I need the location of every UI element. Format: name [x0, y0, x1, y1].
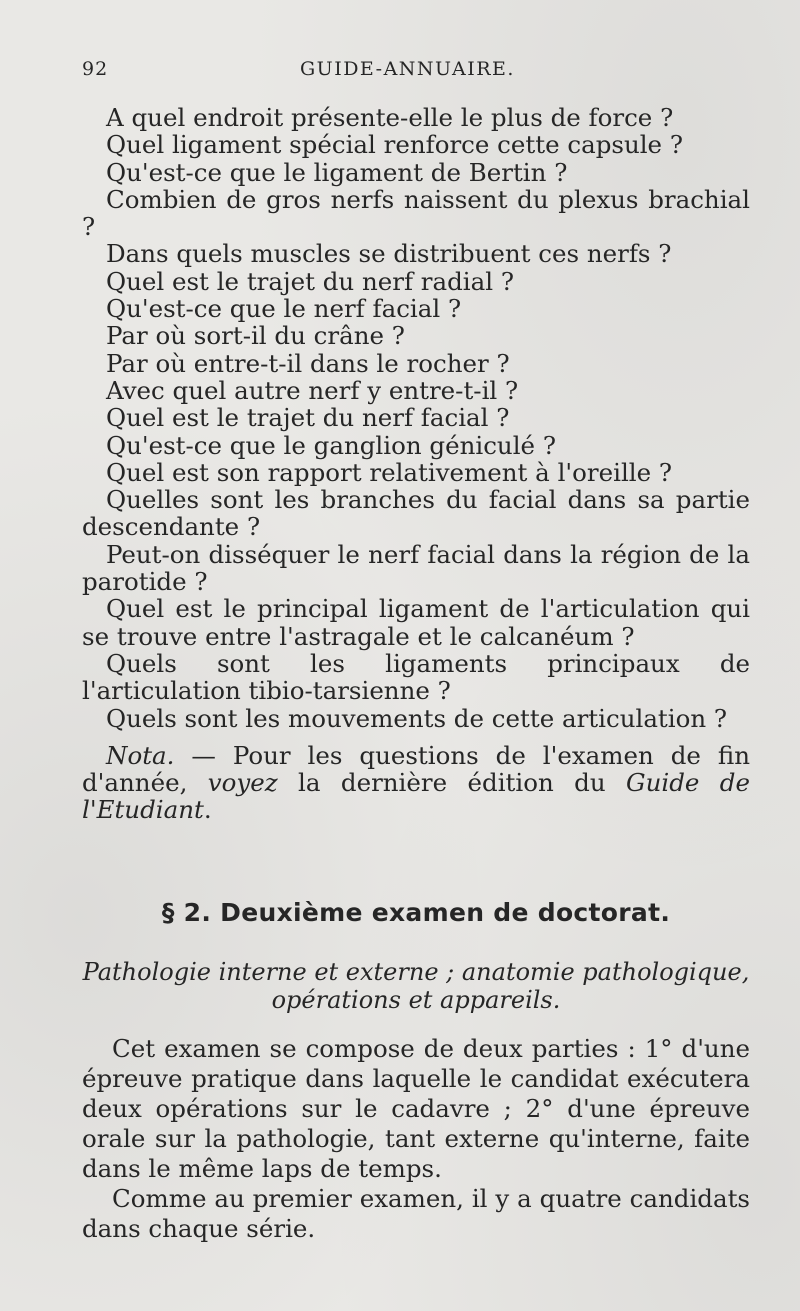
question-line: Qu'est-ce que le nerf facial ? [106, 294, 462, 324]
running-title: GUIDE-ANNUAIRE. [300, 58, 515, 80]
section-body [82, 1034, 750, 1244]
question-line: Dans quels muscles se distribuent ces nerfs ? [106, 239, 672, 269]
question-line: A quel endroit présente-elle le plus de force ? [106, 103, 674, 132]
question-line: Quel est le principal ligament de l'articulation qui se trouve entre l'astragale et le calcanéum ? [82, 594, 750, 651]
nota-voyez: voyez [207, 768, 278, 798]
question-line: Qu'est-ce que le ganglion géniculé ? [106, 430, 556, 460]
question-line: Par où entre-t-il dans le rocher ? [106, 348, 510, 378]
nota-end: . [203, 795, 212, 825]
question-line: Quels sont les ligaments principaux de l'articulation tibio-tarsienne ? [82, 648, 750, 706]
question-line: Peut-on disséquer le nerf facial dans la région de la parotide ? [82, 539, 750, 597]
nota-label: Nota. [106, 740, 175, 770]
question-line: Combien de gros nerfs naissent du plexus brachial ? [82, 184, 750, 242]
section-subtitle: Pathologie interne et externe ; anatomie pathologique, opérations et appareils. [82, 958, 750, 1014]
nota-paragraph [82, 742, 750, 824]
question-line: Quel est le trajet du nerf radial ? [106, 266, 515, 296]
section-heading: § 2. Deuxième examen de doctorat. [161, 898, 671, 927]
nota-text-1: — Pour les questions de l'examen de fin d'année, [82, 740, 750, 798]
body-paragraph: Comme au premier examen, il y a quatre candidats dans chaque série. [82, 1184, 750, 1243]
nota-text-2: la dernière édition du [277, 768, 627, 798]
page-number: 92 [82, 58, 109, 80]
page-header [82, 58, 750, 88]
question-line: Quels sont les mouvements de cette articulation ? [106, 703, 728, 733]
question-line: Qu'est-ce que le ligament de Bertin ? [106, 157, 568, 187]
nota-guide-title: Guide de l'Etudiant [82, 768, 750, 825]
question-list [82, 104, 750, 848]
question-line: Par où sort-il du crâne ? [106, 321, 405, 351]
body-paragraph: Cet examen se compose de deux parties : 1° d'une épreuve pratique dans laquelle le candidat exécutera deux opérations sur le cadavre ; 2° d'une épreuve orale sur la pathologie, tant externe qu'interne, faite dans le même laps de temps. [82, 1034, 750, 1183]
question-line: Quel est son rapport relativement à l'oreille ? [106, 457, 673, 487]
question-line: Quelles sont les branches du facial dans sa partie descendante ? [82, 485, 750, 542]
question-line: Quel ligament spécial renforce cette capsule ? [106, 130, 683, 160]
question-line: Quel est le trajet du nerf facial ? [106, 403, 510, 433]
question-line: Avec quel autre nerf y entre-t-il ? [106, 375, 519, 405]
